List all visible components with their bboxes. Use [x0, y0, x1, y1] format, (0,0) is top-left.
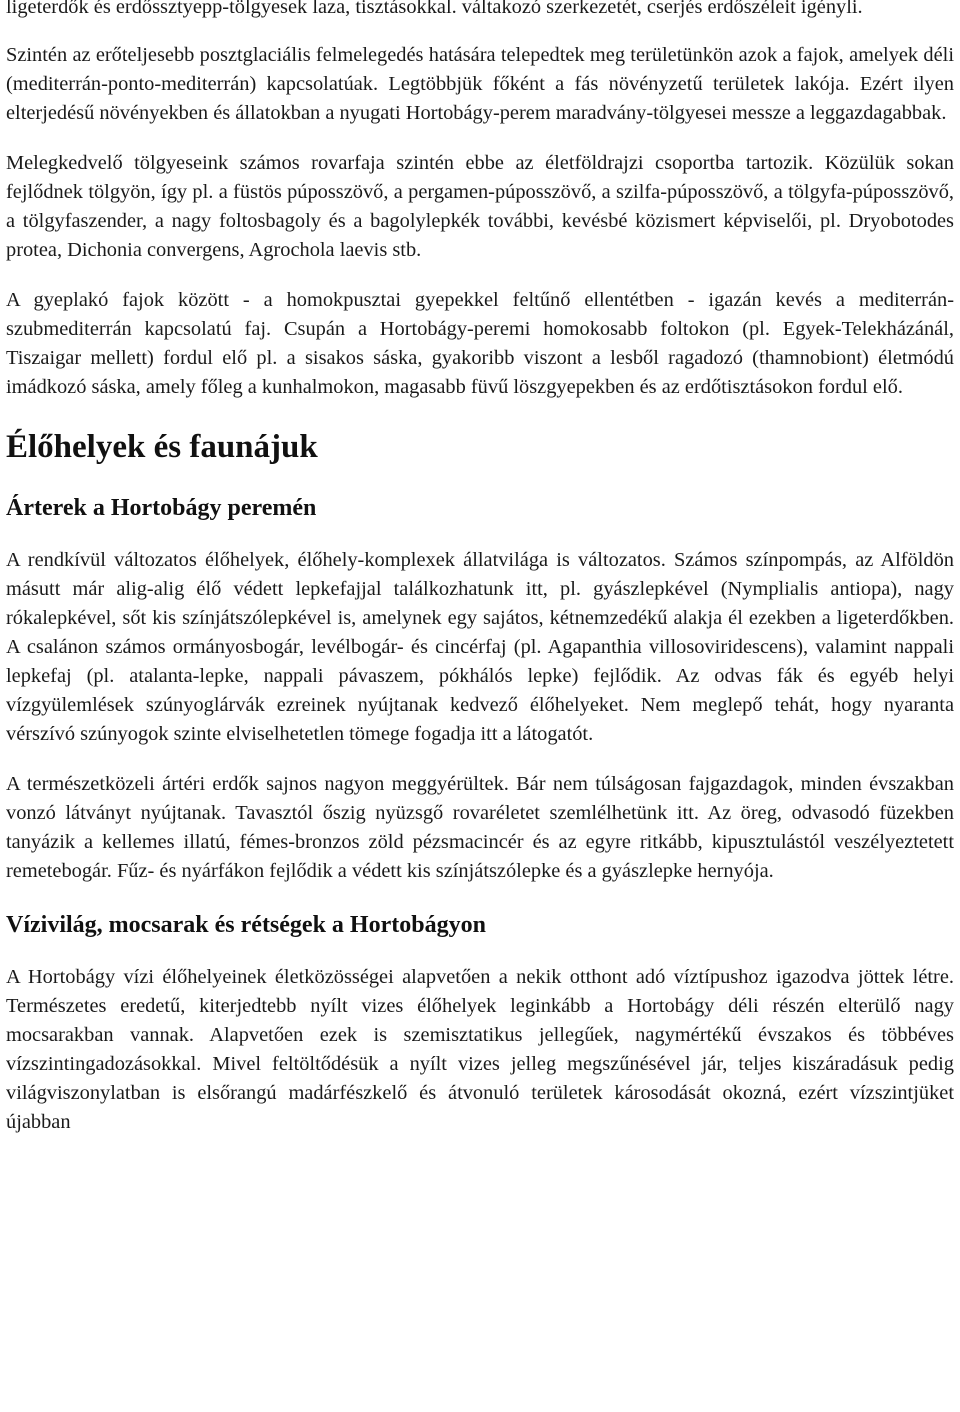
intro-paragraph-4: A gyeplakó fajok között - a homokpusztai gyepekkel feltűnő ellentétben - igazán kevés a mediterrán-szubmediterrán kapcsolatú faj. Csupán a Hortobágy-peremi homokosabb foltokon (pl. Egyek-Telekházánál, Tiszaigar mellett) fordul elő pl. a sisakos sáska, gyakoribb viszont a lesből ragadozó (thamnobiont) életmódú imádkozó sáska, amely főleg a kunhalmokon, magasabb füvű löszgyepekben és az erdőtisztásokon fordul elő.: [6, 289, 954, 398]
section-2-heading: Vízivilág, mocsarak és rétségek a Hortobágyon: [6, 912, 486, 938]
section-1-paragraph-1: A rendkívül változatos élőhelyek, élőhely-komplexek állatvilága is változatos. Számos színpompás, az Alföldön másutt már alig-alig élő védett lepkefajjal találkozhatunk itt, pl. gyászlepkével (Nymplialis antiopa), nagy rókalepkével, sőt kis színjátszólepkével is, amelynek egy sajátos, kétnemzedékű alakja él ezekben a ligeterdőkben. A csalánon számos ormányosbogár, levélbogár- és cincérfaj (pl. Agapanthia villosoviridescens), valamint nappali lepkefaj (pl. atalanta-lepke, nappali pávaszem, pókhálós lepke) fejlődik. Az odvas fák és egyéb helyi vízgyülemlések szúnyoglárvák ezreinek nyújtanak kedvező élőhelyeket. Nem meglepő tehát, hogy nyaranta vérszívó szúnyogok szinte elviselhetetlen tömege fogadja itt a látogatót.: [6, 549, 954, 745]
intro-paragraph-3: Melegkedvelő tölgyeseink számos rovarfaja szintén ebbe az életföldrajzi csoportba tartozik. Közülük sokan fejlődnek tölgyön, így pl. a füstös púposszövő, a pergamen-púposszövő, a szilfa-púposszövő, a tölgyfa-púposszövő, a tölgyfaszender, a nagy foltosbagoly és a bagolylepkék további, kevésbé közismert képviselői, pl. Dryobotodes protea, Dichonia convergens, Agrochola laevis stb.: [6, 152, 954, 261]
section-1-paragraph-2: A természetközeli ártéri erdők sajnos nagyon meggyérültek. Bár nem túlságosan fajgazdagok, minden évszakban vonzó látványt nyújtanak. Tavasztól őszig nyüzsgő rovaréletet szemlélhetünk itt. Az öreg, odvasodó füzekben tanyázik a kellemes illatú, fémes-bronzos zöld pézsmacincér és az egyre ritkább, kipusztulástól veszélyeztetett remetebogár. Fűz- és nyárfákon fejlődik a védett kis színjátszólepke és a gyászlepke hernyója.: [6, 773, 954, 882]
section-1-heading: Árterek a Hortobágy peremén: [6, 495, 317, 521]
main-heading: Élőhelyek és faunájuk: [6, 429, 318, 465]
intro-paragraph-1: ligeterdők és erdőssztyepp-tölgyesek laza, tisztásokkal. váltakozó szerkezetét, cserjés erdőszéleit igényli.: [6, 0, 863, 18]
document-page: [6, 0, 954, 1158]
section-2-paragraph-1: A Hortobágy vízi élőhelyeinek életközösségei alapvetően a nekik otthont adó víztípushoz igazodva jöttek létre. Természetes eredetű, kiterjedtebb nyílt vizes élőhelyek leginkább a Hortobágy déli részén elterülő nagy mocsarakban vannak. Alapvetően ezek is szemisztatikus jellegűek, nagymértékű évszakos és többéves vízszintingadozásokkal. Mivel feltöltődésük a nyílt vizes jelleg megszűnésével jár, teljes kiszáradásuk pedig világviszonylatban is elsőrangú madárfészkelő és átvonuló területek károsodását okozná, ezért vízszintjüket újabban: [6, 966, 954, 1133]
intro-paragraph-2: Szintén az erőteljesebb posztglaciális felmelegedés hatására telepedtek meg területünkön azok a fajok, amelyek déli (mediterrán-ponto-mediterrán) kapcsolatúak. Legtöbbjük főként a fás növényzetű területek lakója. Ezért ilyen elterjedésű növényekben és állatokban a nyugati Hortobágy-perem maradvány-tölgyesei messze a leggazdagabbak.: [6, 44, 954, 124]
